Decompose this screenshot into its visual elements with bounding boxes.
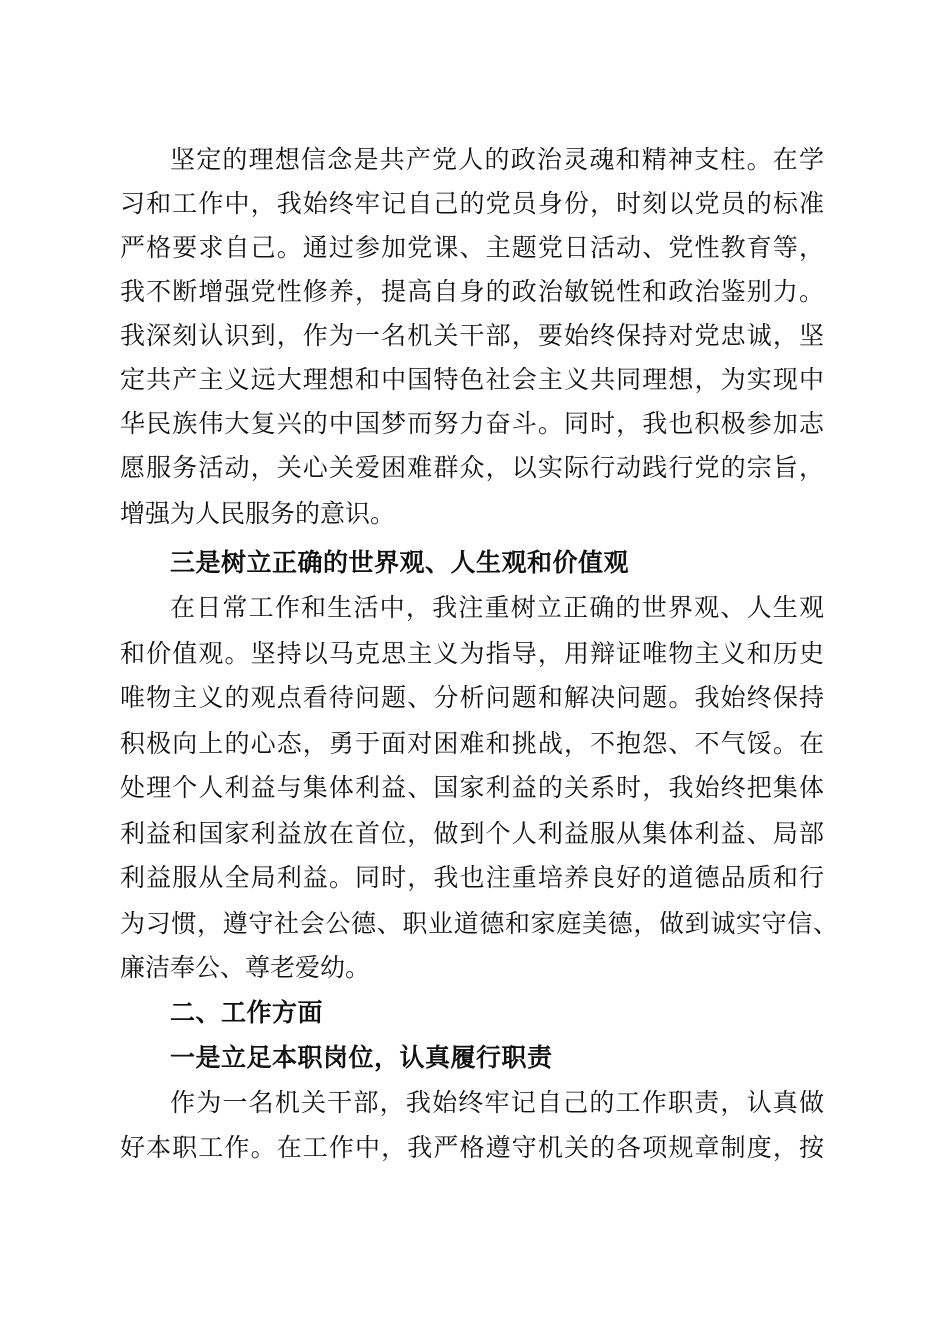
paragraph-line [0, 906, 950, 942]
section-heading [0, 545, 950, 581]
text-line: 为习惯，遵守社会公德、职业道德和家庭美德，做到诚实守信、 [120, 909, 838, 938]
paragraph-line [0, 636, 950, 672]
text-line: 定共产主义远大理想和中国特色社会主义共同理想，为实现中 [120, 365, 824, 394]
text-line: 严格要求自己。通过参加党课、主题党日活动、党性教育等， [120, 233, 824, 262]
heading-text: 二、工作方面 [170, 998, 324, 1027]
text-line: 我深刻认识到，作为一名机关干部，要始终保持对党忠诚，坚 [120, 321, 824, 350]
text-line: 好本职工作。在工作中，我严格遵守机关的各项规章制度，按 [120, 1133, 824, 1162]
text-line: 我不断增强党性修养，提高自身的政治敏锐性和政治鉴别力。 [120, 277, 824, 306]
text-line: 廉洁奉公、尊老爱幼。 [120, 953, 371, 982]
text-line: 愿服务活动，关心关爱困难群众，以实际行动践行党的宗旨， [120, 453, 824, 482]
heading-text: 一是立足本职岗位，认真履行职责 [170, 1043, 553, 1072]
paragraph-line [0, 142, 950, 178]
paragraph-line [0, 590, 950, 626]
paragraph-line [0, 318, 950, 354]
paragraph-line [0, 680, 950, 716]
text-line: 习和工作中，我始终牢记自己的党员身份，时刻以党员的标准 [120, 189, 824, 218]
text-line: 利益和国家利益放在首位，做到个人利益服从集体利益、局部 [120, 819, 824, 848]
paragraph-line [0, 770, 950, 806]
paragraph-line [0, 406, 950, 442]
text-line: 积极向上的心态，勇于面对困难和挑战，不抱怨、不气馁。在 [120, 729, 824, 758]
text-line: 唯物主义的观点看待问题、分析问题和解决问题。我始终保持 [120, 683, 824, 712]
paragraph-line [0, 450, 950, 486]
text-line: 利益服从全局利益。同时，我也注重培养良好的道德品质和行 [120, 863, 824, 892]
subsection-heading [0, 1040, 950, 1076]
paragraph-line [0, 1130, 950, 1166]
text-line: 在日常工作和生活中，我注重树立正确的世界观、人生观 [170, 593, 824, 622]
paragraph-line [0, 1085, 950, 1121]
paragraph-line [0, 274, 950, 310]
paragraph-line [0, 950, 950, 986]
heading-text: 三是树立正确的世界观、人生观和价值观 [170, 548, 630, 577]
text-line: 和价值观。坚持以马克思主义为指导，用辩证唯物主义和历史 [120, 639, 824, 668]
paragraph-line [0, 186, 950, 222]
section-heading [0, 995, 950, 1031]
paragraph-line [0, 230, 950, 266]
text-line: 处理个人利益与集体利益、国家利益的关系时，我始终把集体 [120, 773, 824, 802]
paragraph-line [0, 816, 950, 852]
text-line: 作为一名机关干部，我始终牢记自己的工作职责，认真做 [170, 1088, 824, 1117]
paragraph-line [0, 362, 950, 398]
text-line: 增强为人民服务的意识。 [120, 499, 396, 528]
text-line: 华民族伟大复兴的中国梦而努力奋斗。同时，我也积极参加志 [120, 409, 824, 438]
paragraph-line [0, 496, 950, 532]
text-line: 坚定的理想信念是共产党人的政治灵魂和精神支柱。在学 [170, 145, 824, 174]
paragraph-line [0, 860, 950, 896]
paragraph-line [0, 726, 950, 762]
